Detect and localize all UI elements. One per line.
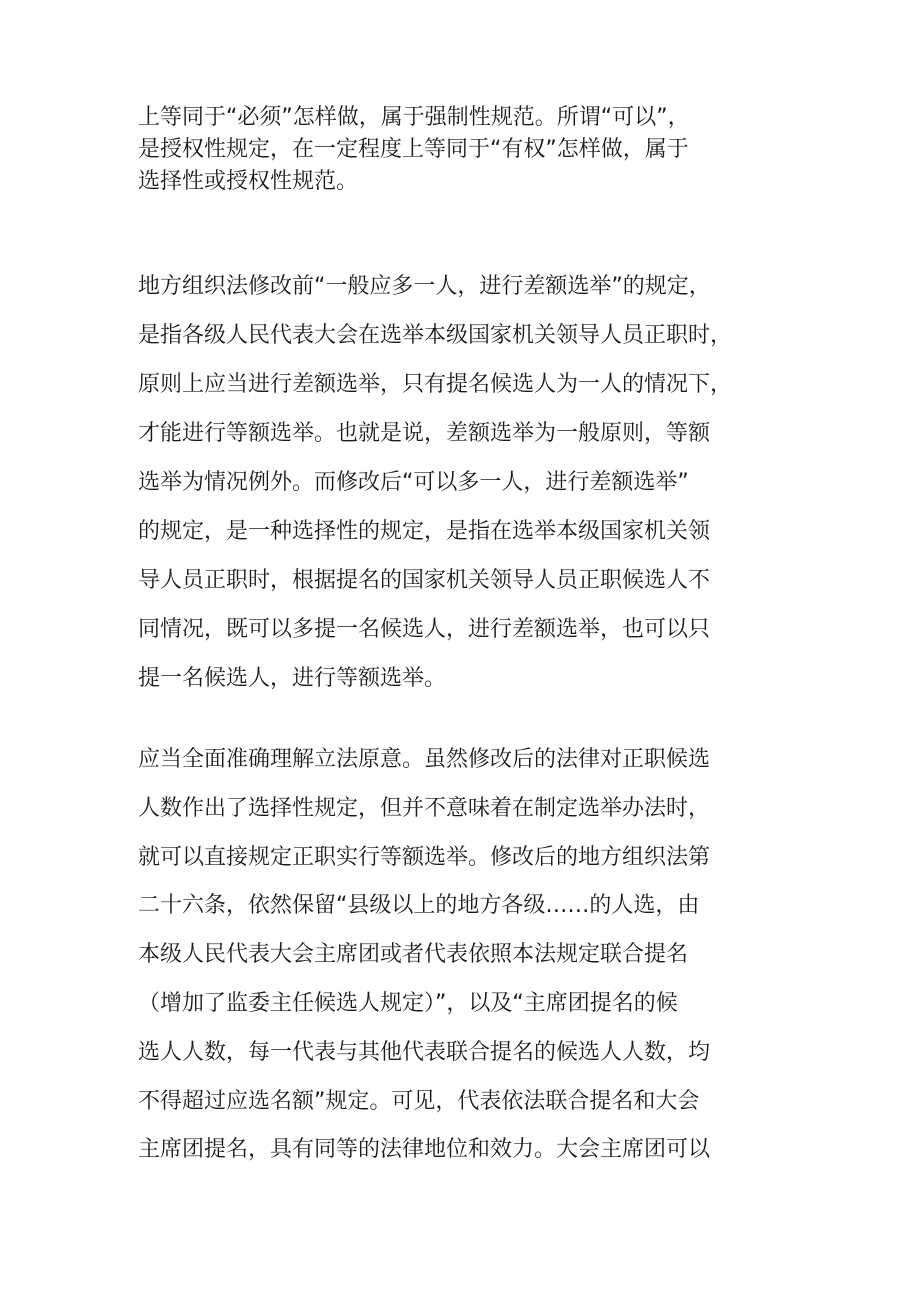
text-line: 选举为情况例外。而修改后“可以多一人，进行差额选举” [138,470,689,495]
text-line: 导人员正职时，根据提名的国家机关领导人员正职候选人不 [138,568,711,593]
text-line: 应当全面准确理解立法原意。虽然修改后的法律对正职候选 [138,747,711,772]
text-line: 主席团提名，具有同等的法律地位和效力。大会主席团可以 [138,1137,711,1163]
text-line: 才能进行等额选举。也就是说，差额选举为一般原则，等额 [138,421,711,446]
text-line: 人数作出了选择性规定，但并不意味着在制定选举办法时， [138,795,711,821]
text-line: 不得超过应选名额”规定。可见，代表依法联合提名和大会 [138,1088,700,1114]
text-line: （增加了监委主任候选人规定）”，以及“主席团提名的候 [138,990,678,1016]
text-line: 原则上应当进行差额选举，只有提名候选人为一人的情况下， [138,372,733,397]
text-line: 的规定，是一种选择性的规定，是指在选举本级国家机关领 [138,519,711,544]
text-line: 是指各级人民代表大会在选举本级国家机关领导人员正职时， [138,323,733,348]
text-line: 选择性或授权性规范。 [138,169,359,194]
paragraph-3 [138,736,798,1175]
text-line: 选人人数，每一代表与其他代表联合提名的候选人人数，均 [138,1039,711,1065]
text-line: 二十六条，依然保留“县级以上的地方各级……的人选，由 [138,893,700,919]
text-line: 本级人民代表大会主席团或者代表依照本法规定联合提名 [138,942,689,968]
text-line: 提一名候选人，进行等额选举。 [138,666,447,691]
text-line: 地方组织法修改前“一般应多一人，进行差额选举”的规定， [138,274,711,299]
text-line: 上等同于“必须”怎样做，属于强制性规范。所谓“可以”， [138,105,690,130]
text-line: 同情况，既可以多提一名候选人，进行差额选举，也可以只 [138,617,711,642]
paragraph-2 [138,262,798,703]
paragraph-1 [138,102,798,198]
text-line: 是授权性规定，在一定程度上等同于“有权”怎样做，属于 [138,137,689,162]
text-line: 就可以直接规定正职实行等额选举。修改后的地方组织法第 [138,844,711,870]
